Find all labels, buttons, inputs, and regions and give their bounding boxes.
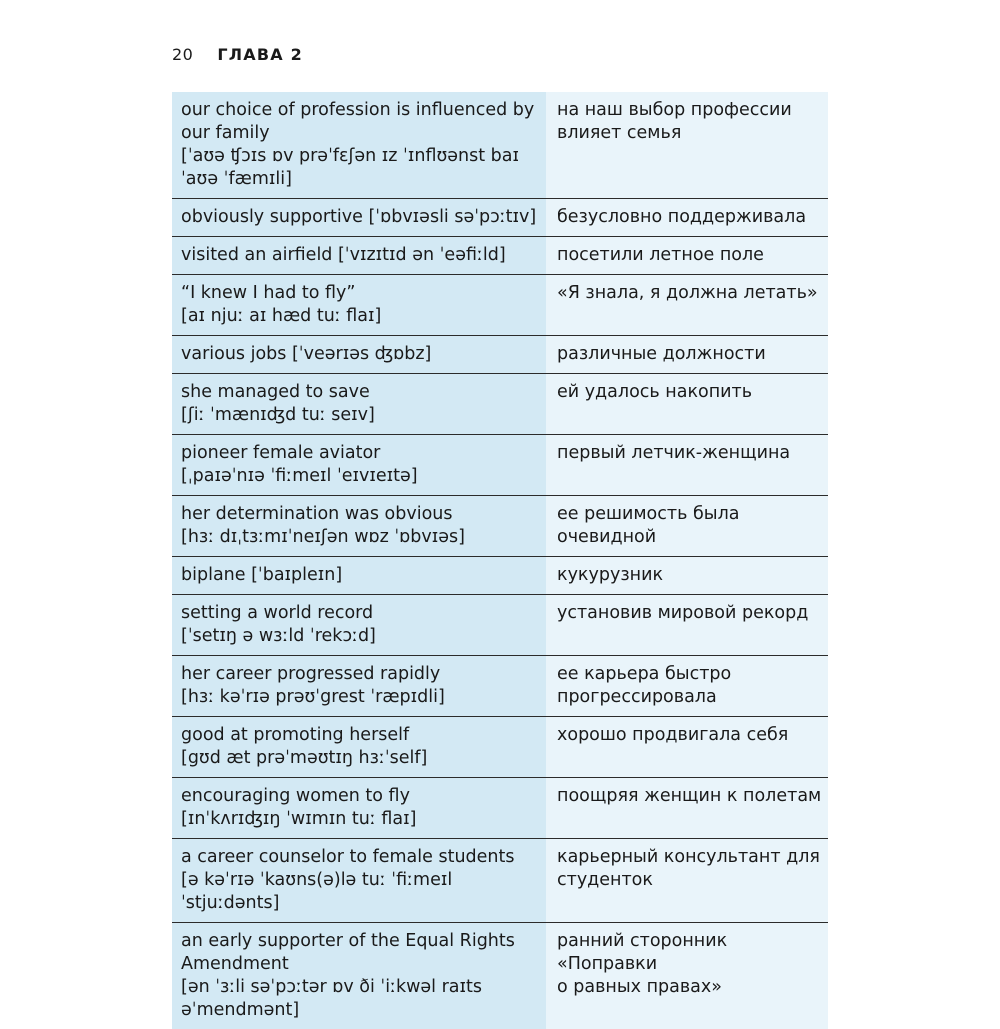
table-row: [172, 236, 828, 274]
russian-translation: первый летчик-женщина: [557, 443, 791, 463]
english-cell: [172, 435, 546, 495]
russian-translation: хорошо продвигала себя: [557, 725, 789, 745]
table-row: [172, 274, 828, 335]
english-cell: [172, 275, 546, 335]
russian-translation: различные должности: [557, 344, 766, 364]
russian-cell: [546, 717, 828, 777]
table-row: [172, 434, 828, 495]
english-phrase: various jobs [ˈveərɪəs ʤɒbz]: [181, 344, 432, 364]
table-row: [172, 198, 828, 236]
russian-cell: [546, 839, 828, 922]
russian-translation: поощряя женщин к полетам: [557, 786, 822, 806]
table-row: [172, 922, 828, 1029]
table-row: [172, 838, 828, 922]
russian-cell: [546, 656, 828, 716]
english-cell: [172, 717, 546, 777]
russian-cell: [546, 595, 828, 655]
english-phrase: her determination was obvious [hɜː dɪˌtɜːmɪˈneɪʃən wɒz ˈɒbvɪəs]: [181, 504, 465, 547]
english-cell: [172, 557, 546, 594]
english-cell: [172, 839, 546, 922]
table-row: [172, 556, 828, 594]
russian-translation: ее карьера быстро прогрессировала: [557, 664, 732, 707]
english-phrase: obviously supportive [ˈɒbvɪəsli səˈpɔːtɪv]: [181, 207, 537, 227]
russian-translation: ей удалось накопить: [557, 382, 753, 402]
russian-cell: [546, 237, 828, 274]
table-row: [172, 655, 828, 716]
english-cell: [172, 237, 546, 274]
table-row: [172, 495, 828, 556]
english-phrase: her career progressed rapidly [hɜː kəˈrɪə prəʊˈgrest ˈræpɪdli]: [181, 664, 445, 707]
russian-translation: посетили летное поле: [557, 245, 764, 265]
russian-translation: безусловно поддерживала: [557, 207, 807, 227]
english-cell: [172, 496, 546, 556]
page-number: 20: [172, 44, 194, 64]
english-cell: [172, 923, 546, 1029]
english-phrase: encouraging women to fly [ɪnˈkʌrɪʤɪŋ ˈwɪmɪn tuː flaɪ]: [181, 786, 417, 829]
russian-cell: [546, 275, 828, 335]
english-cell: [172, 374, 546, 434]
russian-translation: «Я знала, я должна летать»: [557, 283, 818, 303]
english-phrase: visited an airfield [ˈvɪzɪtɪd ən ˈeəfiːld]: [181, 245, 506, 265]
table-row: [172, 92, 828, 198]
table-row: [172, 373, 828, 434]
russian-cell: [546, 92, 828, 198]
russian-cell: [546, 435, 828, 495]
english-phrase: “I knew I had to fly” [aɪ njuː aɪ hæd tuː flaɪ]: [181, 283, 382, 326]
russian-cell: [546, 778, 828, 838]
english-cell: [172, 199, 546, 236]
english-phrase: she managed to save [ʃiː ˈmænɪʤd tuː seɪv]: [181, 382, 375, 425]
russian-translation: ранний сторонник «Поправки о равных правах»: [557, 931, 728, 997]
english-phrase: an early supporter of the Equal Rights Amendment [ən ˈɜːli səˈpɔːtər ɒv ði ˈiːkwəl raɪts əˈmendmənt]: [181, 931, 515, 1020]
english-phrase: a career counselor to female students [ə kəˈrɪə ˈkaʊns(ə)lə tuː ˈfiːmeɪl ˈstjuːdənts]: [181, 847, 515, 913]
english-phrase: setting a world record [ˈsetɪŋ ə wɜːld ˈrekɔːd]: [181, 603, 376, 646]
english-cell: [172, 778, 546, 838]
vocabulary-table: [172, 92, 828, 1029]
russian-translation: кукурузник: [557, 565, 664, 585]
russian-cell: [546, 923, 828, 1029]
english-cell: [172, 92, 546, 198]
chapter-title: ГЛАВА 2: [217, 44, 303, 64]
russian-translation: на наш выбор профессии влияет семья: [557, 100, 792, 143]
english-phrase: pioneer female aviator [ˌpaɪəˈnɪə ˈfiːmeɪl ˈeɪvɪeɪtə]: [181, 443, 418, 486]
english-cell: [172, 336, 546, 373]
russian-cell: [546, 374, 828, 434]
english-cell: [172, 656, 546, 716]
russian-cell: [546, 557, 828, 594]
table-row: [172, 594, 828, 655]
russian-translation: установив мировой рекорд: [557, 603, 809, 623]
page-header: [172, 42, 303, 66]
russian-cell: [546, 496, 828, 556]
russian-translation: карьерный консультант для студенток: [557, 847, 820, 890]
english-phrase: our choice of profession is influenced by our family [ˈaʊə ʧɔɪs ɒv prəˈfɛʃən ɪz ˈɪnflʊənst baɪ ˈaʊə ˈfæmɪli]: [181, 100, 535, 189]
table-row: [172, 716, 828, 777]
english-phrase: good at promoting herself [gʊd æt prəˈməʊtɪŋ hɜːˈself]: [181, 725, 428, 768]
russian-cell: [546, 199, 828, 236]
table-row: [172, 777, 828, 838]
russian-translation: ее решимость была очевидной: [557, 504, 740, 547]
english-cell: [172, 595, 546, 655]
russian-cell: [546, 336, 828, 373]
table-row: [172, 335, 828, 373]
english-phrase: biplane [ˈbaɪpleɪn]: [181, 565, 343, 585]
